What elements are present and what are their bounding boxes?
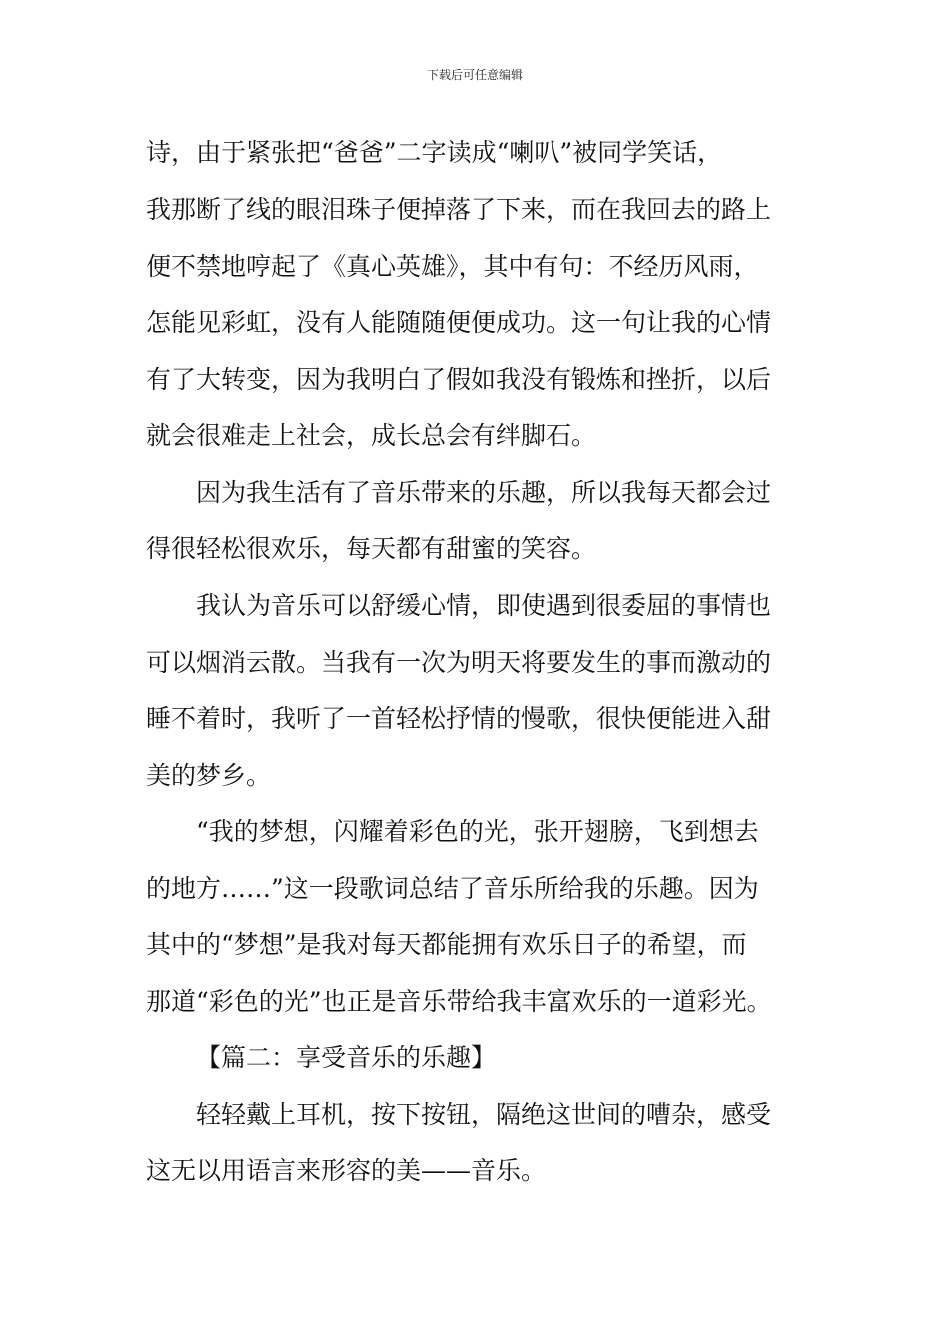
text-line: 的地方……”这一段歌词总结了音乐所给我的乐趣。因为 xyxy=(146,874,759,903)
text-line: 有了大转变，因为我明白了假如我没有锻炼和挫折，以后 xyxy=(146,365,772,394)
text-line: 我那断了线的眼泪珠子便掉落了下来，而在我回去的路上 xyxy=(146,195,772,224)
text-line: 可以烟消云散。当我有一次为明天将要发生的事而激动的 xyxy=(146,648,772,677)
text-line: 得很轻松很欢乐，每天都有甜蜜的笑容。 xyxy=(146,534,597,563)
text-line: 因为我生活有了音乐带来的乐趣，所以我每天都会过 xyxy=(196,478,772,507)
text-line: 我认为音乐可以舒缓心情，即使遇到很委屈的事情也 xyxy=(196,591,772,620)
text-line: “我的梦想，闪耀着彩色的光，张开翅膀，飞到想去 xyxy=(196,817,759,846)
text-line: 那道“彩色的光”也正是音乐带给我丰富欢乐的一道彩光。 xyxy=(146,987,772,1016)
text-line: 诗，由于紧张把“爸爸”二字读成“喇叭”被同学笑话， xyxy=(146,138,723,167)
section-heading: 【篇二：享受音乐的乐趣】 xyxy=(196,1043,497,1072)
text-line: 这无以用语言来形容的美——音乐。 xyxy=(146,1156,547,1185)
text-line: 就会很难走上社会，成长总会有绊脚石。 xyxy=(146,421,597,450)
text-line: 美的梦乡。 xyxy=(146,761,272,790)
text-line: 便不禁地哼起了《真心英雄》，其中有句：不经历风雨， xyxy=(146,252,759,281)
text-line: 轻轻戴上耳机，按下按钮，隔绝这世间的嘈杂，感受 xyxy=(196,1100,772,1129)
text-line: 怎能见彩虹，没有人能随随便便成功。这一句让我的心情 xyxy=(146,308,772,337)
text-line: 其中的“梦想”是我对每天都能拥有欢乐日子的希望，而 xyxy=(146,930,747,959)
page-header: 下载后可任意编辑 xyxy=(426,68,523,82)
text-line: 睡不着时，我听了一首轻松抒情的慢歌，很快便能进入甜 xyxy=(146,704,772,733)
